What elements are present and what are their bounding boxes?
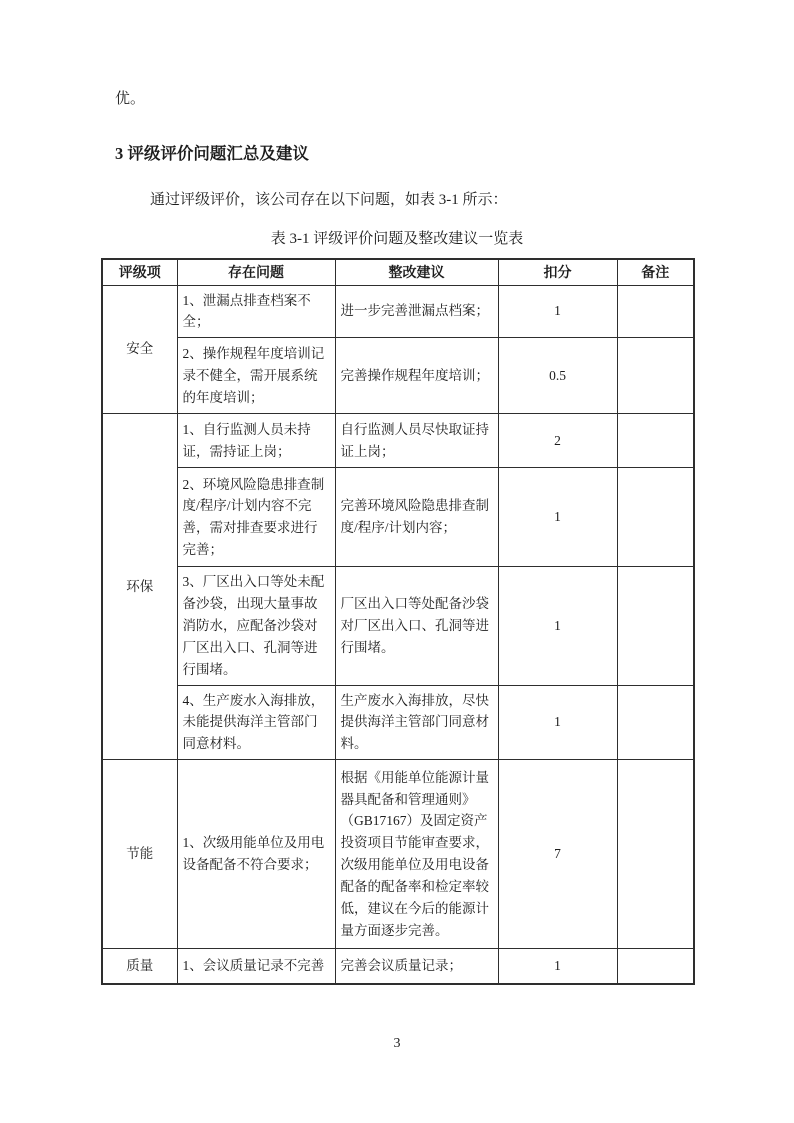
deduction-cell: 2 — [498, 414, 617, 468]
suggestion-cell: 完善会议质量记录； — [335, 949, 498, 984]
table-row — [102, 338, 694, 414]
remark-cell — [617, 468, 694, 567]
remark-cell — [617, 760, 694, 949]
deduction-cell: 7 — [498, 760, 617, 949]
table-row — [102, 285, 694, 338]
table-row — [102, 468, 694, 567]
suggestion-cell: 完善操作规程年度培训； — [335, 338, 498, 414]
deduction-cell: 1 — [498, 685, 617, 760]
deduction-cell: 1 — [498, 468, 617, 567]
review-issues-table — [101, 258, 695, 985]
remark-cell — [617, 414, 694, 468]
category-cell-quality: 质量 — [102, 949, 177, 984]
deduction-cell: 0.5 — [498, 338, 617, 414]
category-cell-environment: 环保 — [102, 414, 177, 760]
suggestion-cell: 完善环境风险隐患排查制度/程序/计划内容； — [335, 468, 498, 567]
problem-cell: 1、泄漏点排查档案不全； — [177, 285, 335, 338]
table-row — [102, 685, 694, 760]
problem-cell: 4、生产废水入海排放，未能提供海洋主管部门同意材料。 — [177, 685, 335, 760]
table-row — [102, 949, 694, 984]
table-caption: 表 3-1 评级评价问题及整改建议一览表 — [270, 231, 524, 247]
remark-cell — [617, 338, 694, 414]
suggestion-cell: 厂区出入口等处配备沙袋对厂区出入口、孔洞等进行围堵。 — [335, 567, 498, 685]
section-heading: 3 评级评价问题汇总及建议 — [115, 144, 309, 163]
suggestion-cell: 自行监测人员尽快取证持证上岗； — [335, 414, 498, 468]
table-header-row — [102, 259, 694, 285]
intro-text: 优。 — [115, 91, 146, 107]
problem-cell: 1、会议质量记录不完善 — [177, 949, 335, 984]
column-header-deduction: 扣分 — [498, 259, 617, 285]
problem-cell: 2、操作规程年度培训记录不健全，需开展系统的年度培训； — [177, 338, 335, 414]
problem-cell: 3、厂区出入口等处未配备沙袋，出现大量事故消防水，应配备沙袋对厂区出入口、孔洞等进行围堵。 — [177, 567, 335, 685]
lead-paragraph: 通过评级评价，该公司存在以下问题，如表 3-1 所示： — [150, 192, 508, 208]
suggestion-cell: 生产废水入海排放，尽快提供海洋主管部门同意材料。 — [335, 685, 498, 760]
suggestion-cell: 根据《用能单位能源计量器具配备和管理通则》（GB17167）及固定资产投资项目节能审查要求，次级用能单位及用电设备配备的配备率和检定率较低，建议在今后的能源计量方面逐步完善。 — [335, 760, 498, 949]
problem-cell: 2、环境风险隐患排查制度/程序/计划内容不完善，需对排查要求进行完善； — [177, 468, 335, 567]
suggestion-cell: 进一步完善泄漏点档案； — [335, 285, 498, 338]
column-header-category: 评级项 — [102, 259, 177, 285]
table-row — [102, 760, 694, 949]
deduction-cell: 1 — [498, 949, 617, 984]
column-header-problem: 存在问题 — [177, 259, 335, 285]
deduction-cell: 1 — [498, 567, 617, 685]
category-cell-safety: 安全 — [102, 285, 177, 414]
remark-cell — [617, 567, 694, 685]
problem-cell: 1、次级用能单位及用电设备配备不符合要求； — [177, 760, 335, 949]
table-row — [102, 414, 694, 468]
page-number: 3 — [393, 1036, 401, 1051]
deduction-cell: 1 — [498, 285, 617, 338]
category-cell-energy: 节能 — [102, 760, 177, 949]
remark-cell — [617, 949, 694, 984]
remark-cell — [617, 285, 694, 338]
column-header-suggestion: 整改建议 — [335, 259, 498, 285]
remark-cell — [617, 685, 694, 760]
problem-cell: 1、自行监测人员未持证，需持证上岗； — [177, 414, 335, 468]
column-header-remark: 备注 — [617, 259, 694, 285]
table-row — [102, 567, 694, 685]
